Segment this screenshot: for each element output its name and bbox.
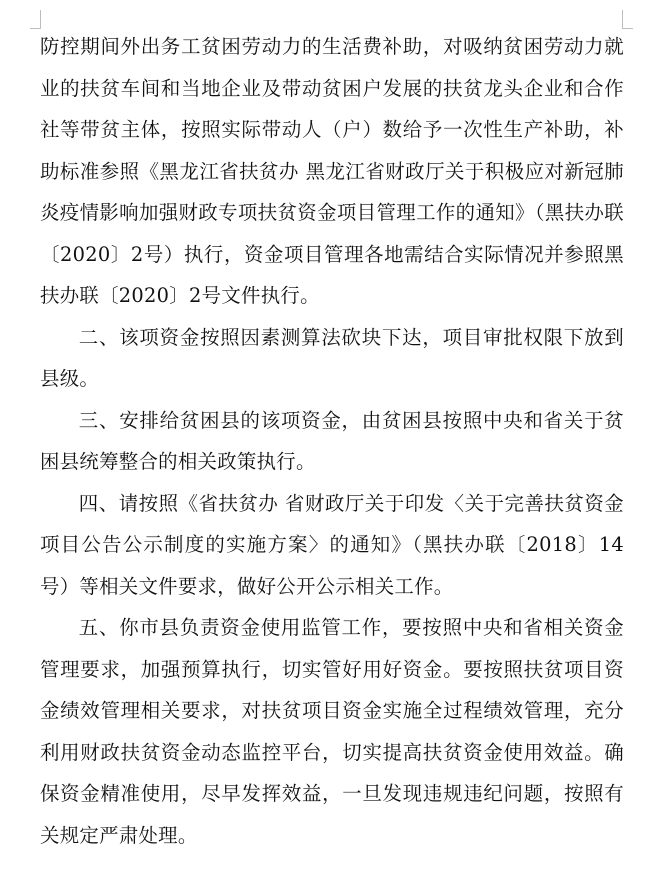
paragraph-item-three: 三、安排给贫困县的该项资金，由贫困县按照中央和省关于贫困县统筹整合的相关政策执行。 [40, 408, 624, 473]
paragraph-item-five: 五、你市县负责资金使用监管工作，要按照中央和省相关资金管理要求，加强预算执行，切实管好用好资金。要按照扶贫项目资金绩效管理相关要求，对扶贫项目资金实施全过程绩效管理，充分利用财政扶贫资金动态监控平台，切实提高扶贫资金使用效益。确保资金精准使用，尽早发挥效益，一旦发现违规违纪问题，按照有关规定严肃处理。 [40, 616, 624, 847]
paragraph-item-four: 四、请按照《省扶贫办 省财政厅关于印发〈关于完善扶贫资金项目公告公示制度的实施方案〉的通知》（黑扶办联〔2018〕14号）等相关文件要求，做好公开公示相关工作。 [40, 491, 624, 598]
paragraph-continued: 防控期间外出务工贫困劳动力的生活费补助，对吸纳贫困劳动力就业的扶贫车间和当地企业及带动贫困户发展的扶贫龙头企业和合作社等带贫主体，按照实际带动人（户）数给予一次性生产补助，补助标准参照《黑龙江省扶贫办 黑龙江省财政厅关于积极应对新冠肺炎疫情影响加强财政专项扶贫资金项目管理工作的通知》（黑扶办联〔2020〕2号）执行，资金项目管理各地需结合实际情况并参照黑扶办联〔2020〕2号文件执行。 [40, 35, 624, 307]
document-body [40, 26, 624, 856]
paragraph-item-two: 二、该项资金按照因素测算法砍块下达，项目审批权限下放到县级。 [40, 325, 624, 390]
